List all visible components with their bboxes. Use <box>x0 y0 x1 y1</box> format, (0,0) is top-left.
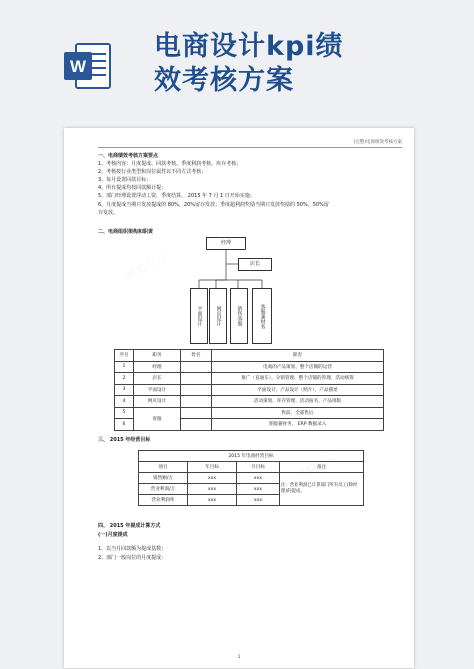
table-cell <box>181 407 212 419</box>
table-header: 序号 <box>115 350 134 362</box>
table-row <box>115 361 384 373</box>
table-cell: 平面设计、产品设计（照片）、产品描述 <box>212 384 384 396</box>
table-header: 月目标 <box>237 462 280 473</box>
table-cell <box>181 384 212 396</box>
s1-line: 1、考核内容：月度提成、回款考核、季度利润考核、库存考核； <box>98 161 242 167</box>
org-box-role: 销售客服 <box>230 288 248 344</box>
table-cell: 网页设计 <box>134 396 181 408</box>
table-cell <box>181 396 212 408</box>
table-header-row <box>139 462 364 473</box>
table-cell: xxx <box>237 473 280 484</box>
table-cell: 6 <box>115 419 134 431</box>
title-line-1: 电商设计kpi绩 <box>154 31 344 62</box>
word-icon-letter: W <box>69 57 87 76</box>
table-cell: 5 <box>115 407 134 419</box>
table-row <box>115 407 384 419</box>
table-cell: 经理 <box>134 361 181 373</box>
table-cell: 客服兼财务、 ERP 数据录入 <box>212 419 384 431</box>
table-cell: 销售额/万 <box>139 473 188 484</box>
table-cell: 电商的产品策划、整个店铺的运营 <box>212 361 384 373</box>
s4-line: 2、部门一般岗位的月度提成： <box>98 555 167 561</box>
document-page <box>64 128 414 668</box>
org-box-role: 客服兼财务 <box>252 288 272 344</box>
table-cell <box>181 419 212 431</box>
table-cell: 平面设计 <box>134 384 181 396</box>
table-header: 项目 <box>139 462 188 473</box>
duty-table <box>114 349 384 431</box>
target-table <box>138 450 364 506</box>
table-cell: xxx <box>237 495 280 506</box>
table-cell: 4 <box>115 396 134 408</box>
doc-header: (完整)电商绩效考核方案 <box>353 140 402 145</box>
table-cell: 3 <box>115 384 134 396</box>
word-document-icon <box>62 40 114 92</box>
table-cell: xxx <box>237 484 280 495</box>
s1-line: 2、考核按行业类型和岗位属性以不同方式考核； <box>98 169 207 175</box>
table-cell: xxx <box>188 495 237 506</box>
table-cell: 营业利润率 <box>139 495 188 506</box>
section-3-title: 三、 2015 年经营目标 <box>98 437 151 443</box>
table-header: 职责 <box>212 350 384 362</box>
page-number: 1 <box>237 655 241 660</box>
page-title <box>154 30 344 98</box>
table-caption-row <box>139 451 364 462</box>
s1-line: 3、每月设置回款目标； <box>98 177 152 183</box>
s1-line: 5、部门经理设置浮动工资，季度结算， 2015 年 7 月 1 日开始实施； <box>98 193 255 199</box>
table-cell: 营业利润/万 <box>139 484 188 495</box>
table-header: 备注 <box>280 462 364 473</box>
s4-line: 1、以当月回款额为提成基数； <box>98 546 167 552</box>
section-4-title: 四、 2015 年提成计算方式 <box>98 523 161 529</box>
s1-line: 6、月度提成当期只发放提成的 80%，20%留存发放；季度超利润奖励当期只发放奖励的 50%，50%留 <box>98 202 329 208</box>
table-header: 职务 <box>134 350 181 362</box>
table-note: 注：营业利润已计算部门所有员工(除经理)的提成。 <box>280 473 364 506</box>
banner <box>0 0 474 112</box>
table-header: 年目标 <box>188 462 237 473</box>
section-1-title: 一、电商绩效考核方案要点 <box>98 153 159 159</box>
table-cell: 1 <box>115 361 134 373</box>
table-header-row <box>115 350 384 362</box>
table-row <box>115 396 384 408</box>
org-box-role: 网页设计 <box>209 288 227 344</box>
table-cell: 售前、全部售后 <box>212 407 384 419</box>
table-row <box>139 473 364 484</box>
table-caption: 2015 年电商经营目标 <box>139 451 364 462</box>
org-box-role: 平面设计 <box>190 288 208 344</box>
org-box-manager: 经理 <box>206 237 246 250</box>
s1-line: 存发放。 <box>98 210 119 216</box>
section-2-title: 二、电商组织架构和职责 <box>98 229 154 235</box>
table-cell: 2 <box>115 373 134 385</box>
s1-line: 4、所有提成均按回款额计提； <box>98 185 167 191</box>
org-box-shop: 店长 <box>238 258 272 271</box>
table-cell: 店长 <box>134 373 181 385</box>
section-4-subtitle: (一)月度提成 <box>98 532 128 538</box>
table-cell: xxx <box>188 484 237 495</box>
table-cell: xxx <box>188 473 237 484</box>
table-header: 姓名 <box>181 350 212 362</box>
title-line-2: 效考核方案 <box>154 65 294 96</box>
table-row <box>115 384 384 396</box>
table-cell: 活动策划、库存管理、活动报名、产品排版 <box>212 396 384 408</box>
table-cell <box>181 361 212 373</box>
table-cell: 客服 <box>134 407 181 430</box>
table-cell <box>181 373 212 385</box>
table-row <box>115 373 384 385</box>
table-cell: 推广（直通车）、分销管理、整个店铺的管理、活动统筹 <box>212 373 384 385</box>
